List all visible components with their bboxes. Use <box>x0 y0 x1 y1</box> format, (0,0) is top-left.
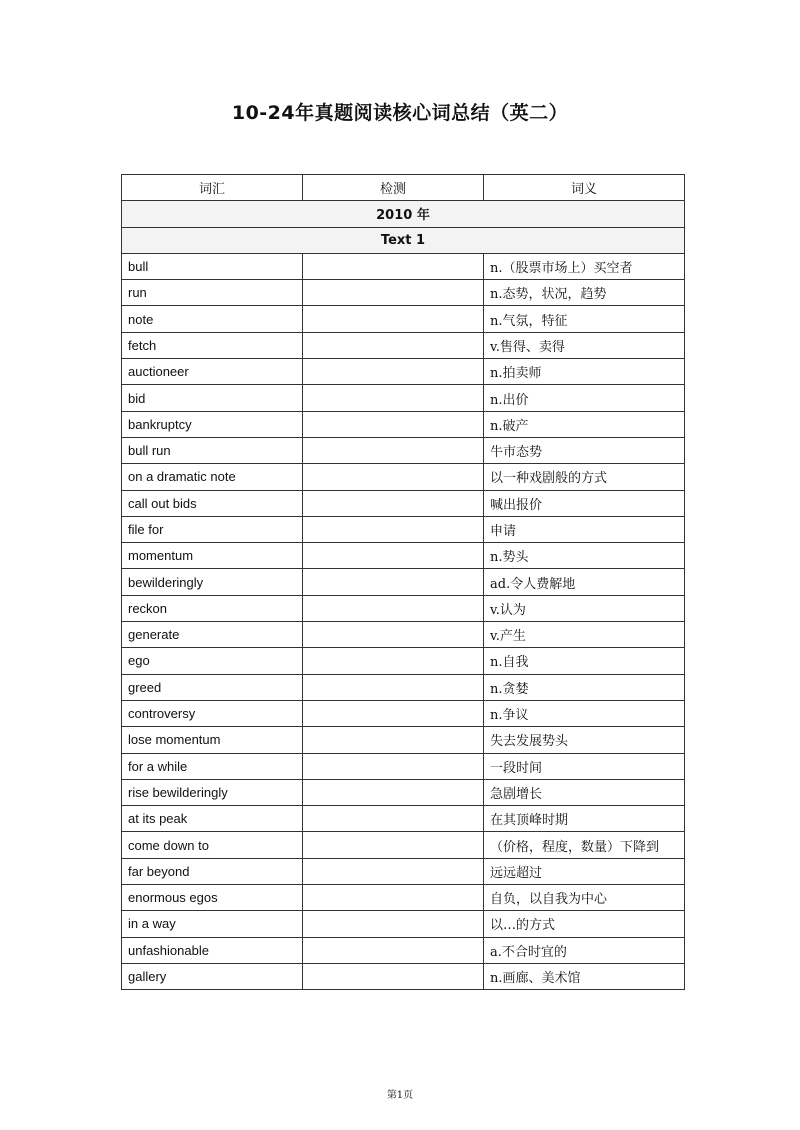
table-header-row <box>122 175 685 201</box>
vocab-meaning: （价格，程度，数量）下降到 <box>484 832 685 858</box>
year-row <box>122 201 685 227</box>
table-row <box>122 779 685 805</box>
vocab-word: bid <box>122 385 303 411</box>
vocab-meaning: 急剧增长 <box>484 779 685 805</box>
vocab-meaning: 在其顶峰时期 <box>484 806 685 832</box>
table-row <box>122 727 685 753</box>
table-row <box>122 911 685 937</box>
check-cell[interactable] <box>303 937 484 963</box>
vocab-meaning: n.争议 <box>484 700 685 726</box>
vocab-meaning: 远远超过 <box>484 858 685 884</box>
vocab-meaning: a.不合时宜的 <box>484 937 685 963</box>
table-row <box>122 543 685 569</box>
vocab-meaning: 申请 <box>484 516 685 542</box>
table-row <box>122 806 685 832</box>
check-cell[interactable] <box>303 595 484 621</box>
table-row <box>122 937 685 963</box>
check-cell[interactable] <box>303 885 484 911</box>
check-cell[interactable] <box>303 359 484 385</box>
check-cell[interactable] <box>303 858 484 884</box>
table-row <box>122 359 685 385</box>
table-row <box>122 464 685 490</box>
text-label: Text 1 <box>122 227 685 253</box>
table-row <box>122 595 685 621</box>
vocab-meaning: 以一种戏剧般的方式 <box>484 464 685 490</box>
table-row <box>122 648 685 674</box>
vocab-word: fetch <box>122 332 303 358</box>
vocab-word: note <box>122 306 303 332</box>
vocab-meaning: ad.令人费解地 <box>484 569 685 595</box>
vocab-word: unfashionable <box>122 937 303 963</box>
check-cell[interactable] <box>303 569 484 595</box>
vocab-word: far beyond <box>122 858 303 884</box>
table-row <box>122 963 685 989</box>
vocab-word: generate <box>122 622 303 648</box>
check-cell[interactable] <box>303 464 484 490</box>
vocab-meaning: n.气氛，特征 <box>484 306 685 332</box>
vocab-word: come down to <box>122 832 303 858</box>
check-cell[interactable] <box>303 490 484 516</box>
vocab-word: on a dramatic note <box>122 464 303 490</box>
check-cell[interactable] <box>303 516 484 542</box>
vocab-meaning: 失去发展势头 <box>484 727 685 753</box>
table-row <box>122 885 685 911</box>
vocab-word: bewilderingly <box>122 569 303 595</box>
header-meaning: 词义 <box>484 175 685 201</box>
vocab-meaning: n.出价 <box>484 385 685 411</box>
vocab-meaning: n.势头 <box>484 543 685 569</box>
vocab-meaning: n.破产 <box>484 411 685 437</box>
table-row <box>122 753 685 779</box>
check-cell[interactable] <box>303 963 484 989</box>
vocab-word: enormous egos <box>122 885 303 911</box>
vocab-word: bull <box>122 253 303 279</box>
check-cell[interactable] <box>303 832 484 858</box>
vocab-word: call out bids <box>122 490 303 516</box>
text-row <box>122 227 685 253</box>
vocab-meaning: n.贪婪 <box>484 674 685 700</box>
header-check: 检测 <box>303 175 484 201</box>
check-cell[interactable] <box>303 280 484 306</box>
vocab-meaning: 自负，以自我为中心 <box>484 885 685 911</box>
table-row <box>122 385 685 411</box>
check-cell[interactable] <box>303 674 484 700</box>
table-row <box>122 858 685 884</box>
table-row <box>122 253 685 279</box>
check-cell[interactable] <box>303 727 484 753</box>
check-cell[interactable] <box>303 622 484 648</box>
check-cell[interactable] <box>303 332 484 358</box>
vocab-meaning: v.产生 <box>484 622 685 648</box>
vocab-word: lose momentum <box>122 727 303 753</box>
vocab-word: at its peak <box>122 806 303 832</box>
vocab-word: controversy <box>122 700 303 726</box>
vocab-word: reckon <box>122 595 303 621</box>
vocab-meaning: 牛市态势 <box>484 437 685 463</box>
vocab-meaning: v.售得、卖得 <box>484 332 685 358</box>
vocab-word: for a while <box>122 753 303 779</box>
vocab-word: momentum <box>122 543 303 569</box>
table-row <box>122 832 685 858</box>
vocab-word: auctioneer <box>122 359 303 385</box>
table-row <box>122 700 685 726</box>
table-row <box>122 280 685 306</box>
table-row <box>122 332 685 358</box>
table-row <box>122 411 685 437</box>
vocab-meaning: 一段时间 <box>484 753 685 779</box>
vocab-word: greed <box>122 674 303 700</box>
check-cell[interactable] <box>303 306 484 332</box>
check-cell[interactable] <box>303 806 484 832</box>
vocab-word: run <box>122 280 303 306</box>
check-cell[interactable] <box>303 911 484 937</box>
vocab-word: in a way <box>122 911 303 937</box>
vocab-meaning: n.（股票市场上）买空者 <box>484 253 685 279</box>
check-cell[interactable] <box>303 700 484 726</box>
header-word: 词汇 <box>122 175 303 201</box>
check-cell[interactable] <box>303 385 484 411</box>
vocab-meaning: v.认为 <box>484 595 685 621</box>
vocab-meaning: n.拍卖师 <box>484 359 685 385</box>
check-cell[interactable] <box>303 779 484 805</box>
check-cell[interactable] <box>303 253 484 279</box>
vocab-meaning: n.自我 <box>484 648 685 674</box>
vocab-word: gallery <box>122 963 303 989</box>
page-number: 第1页 <box>386 1090 414 1101</box>
page-title: 10-24年真题阅读核心词总结（英二） <box>231 102 569 124</box>
check-cell[interactable] <box>303 437 484 463</box>
vocab-word: bankruptcy <box>122 411 303 437</box>
vocab-meaning: 以…的方式 <box>484 911 685 937</box>
year-label: 2010 年 <box>122 201 685 227</box>
check-cell[interactable] <box>303 543 484 569</box>
table-row <box>122 622 685 648</box>
vocab-word: bull run <box>122 437 303 463</box>
vocab-meaning: 喊出报价 <box>484 490 685 516</box>
table-row <box>122 674 685 700</box>
vocab-word: ego <box>122 648 303 674</box>
vocab-word: file for <box>122 516 303 542</box>
table-row <box>122 306 685 332</box>
table-row <box>122 569 685 595</box>
check-cell[interactable] <box>303 753 484 779</box>
table-row <box>122 437 685 463</box>
check-cell[interactable] <box>303 411 484 437</box>
table-row <box>122 516 685 542</box>
table-row <box>122 490 685 516</box>
vocab-meaning: n.画廊、美术馆 <box>484 963 685 989</box>
vocab-word: rise bewilderingly <box>122 779 303 805</box>
vocab-meaning: n.态势，状况，趋势 <box>484 280 685 306</box>
check-cell[interactable] <box>303 648 484 674</box>
vocabulary-table <box>121 174 685 990</box>
